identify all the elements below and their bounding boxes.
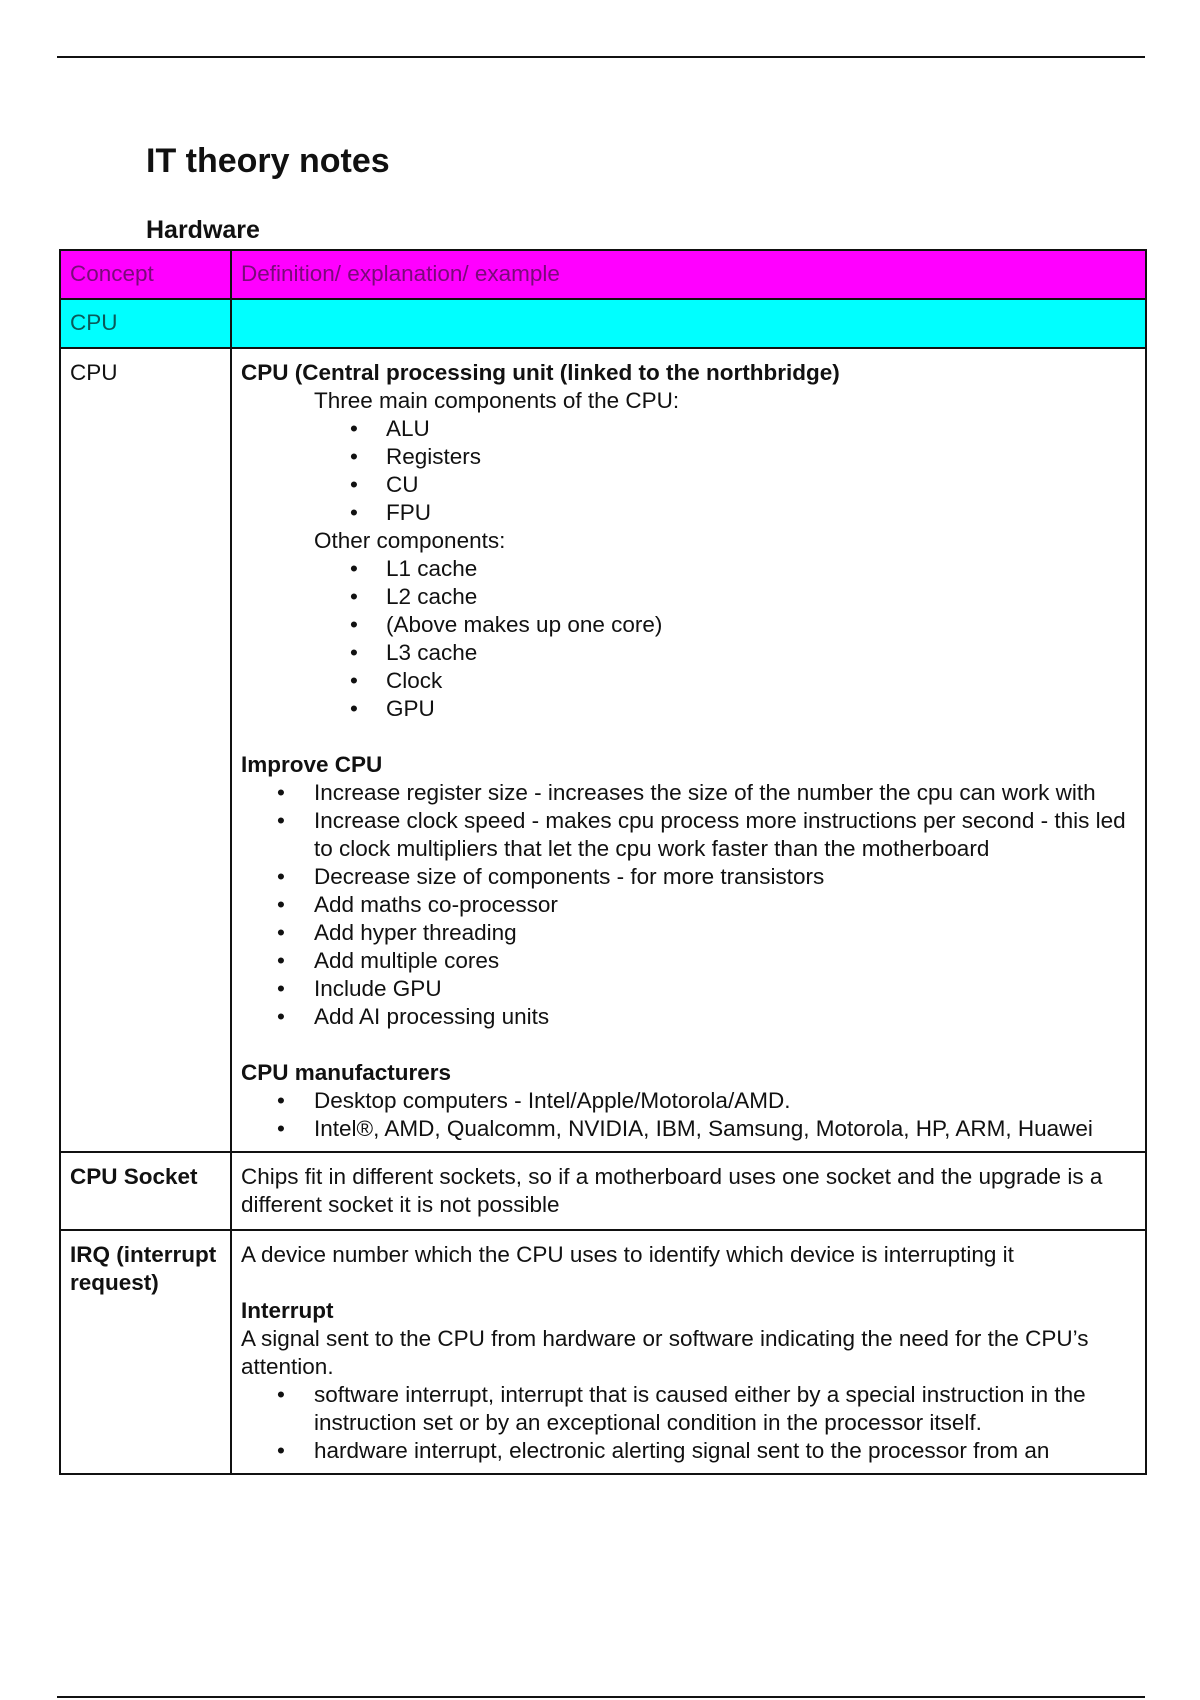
notes-table bbox=[59, 249, 1147, 1475]
definition-cell bbox=[231, 348, 1146, 1152]
manufacturers-list bbox=[241, 1087, 1136, 1143]
list-item: • (Above makes up one core) bbox=[241, 611, 1136, 639]
table-row-cpu bbox=[60, 348, 1146, 1152]
header-definition: Definition/ explanation/ example bbox=[231, 250, 1146, 299]
manufacturers-heading: CPU manufacturers bbox=[241, 1060, 452, 1085]
table-row-cpu-socket bbox=[60, 1152, 1146, 1230]
list-item: • GPU bbox=[241, 695, 1136, 723]
section-label: CPU bbox=[60, 299, 231, 348]
concept-cell: CPU Socket bbox=[60, 1152, 231, 1230]
concept-cell: IRQ (interrupt request) bbox=[60, 1230, 231, 1474]
interrupt-types-list bbox=[241, 1381, 1136, 1465]
interrupt-text: A signal sent to the CPU from hardware or software indicating the need for the CPU’s attention. bbox=[241, 1326, 1089, 1379]
list-item: • Increase register size - increases the size of the number the cpu can work with bbox=[241, 779, 1136, 807]
list-item: • software interrupt, interrupt that is caused either by a special instruction in the instruction set or by an exceptional condition in the processor itself. bbox=[241, 1381, 1136, 1437]
list-item: • Registers bbox=[241, 443, 1136, 471]
list-item: • Intel®, AMD, Qualcomm, NVIDIA, IBM, Samsung, Motorola, HP, ARM, Huawei bbox=[241, 1115, 1136, 1143]
section-empty-cell bbox=[231, 299, 1146, 348]
list-item: • CU bbox=[241, 471, 1136, 499]
improve-cpu-heading: Improve CPU bbox=[241, 752, 383, 777]
definition-cell bbox=[231, 1230, 1146, 1474]
list-item: • Add maths co-processor bbox=[241, 891, 1136, 919]
list-item: • L2 cache bbox=[241, 583, 1136, 611]
bottom-rule bbox=[57, 1696, 1145, 1698]
concept-cell: CPU bbox=[60, 348, 231, 1152]
table-header-row bbox=[60, 250, 1146, 299]
header-concept: Concept bbox=[60, 250, 231, 299]
other-components-list bbox=[241, 555, 1136, 723]
top-rule bbox=[57, 56, 1145, 58]
irq-definition: A device number which the CPU uses to identify which device is interrupting it bbox=[241, 1242, 1014, 1267]
section-heading: Hardware bbox=[146, 216, 260, 244]
page-title: IT theory notes bbox=[146, 142, 390, 180]
list-item: • L3 cache bbox=[241, 639, 1136, 667]
list-item: • Add AI processing units bbox=[241, 1003, 1136, 1031]
definition-cell: Chips fit in different sockets, so if a motherboard uses one socket and the upgrade is a different socket it is not possible bbox=[231, 1152, 1146, 1230]
interrupt-heading: Interrupt bbox=[241, 1298, 334, 1323]
list-item: • L1 cache bbox=[241, 555, 1136, 583]
cpu-heading: CPU (Central processing unit (linked to the northbridge) bbox=[241, 360, 840, 385]
list-item: • Increase clock speed - makes cpu process more instructions per second - this led to clock multipliers that let the cpu work faster than the motherboard bbox=[241, 807, 1136, 863]
section-row-cpu bbox=[60, 299, 1146, 348]
list-item: • Desktop computers - Intel/Apple/Motorola/AMD. bbox=[241, 1087, 1136, 1115]
list-item: • hardware interrupt, electronic alerting signal sent to the processor from an bbox=[241, 1437, 1136, 1465]
table-row-irq bbox=[60, 1230, 1146, 1474]
other-components-intro: Other components: bbox=[314, 528, 506, 553]
improve-cpu-list bbox=[241, 779, 1136, 1031]
list-item: • Clock bbox=[241, 667, 1136, 695]
list-item: • Decrease size of components - for more transistors bbox=[241, 863, 1136, 891]
list-item: • FPU bbox=[241, 499, 1136, 527]
list-item: • Add hyper threading bbox=[241, 919, 1136, 947]
list-item: • Add multiple cores bbox=[241, 947, 1136, 975]
main-components-intro: Three main components of the CPU: bbox=[314, 388, 680, 413]
list-item: • ALU bbox=[241, 415, 1136, 443]
main-components-list bbox=[241, 415, 1136, 527]
list-item: • Include GPU bbox=[241, 975, 1136, 1003]
